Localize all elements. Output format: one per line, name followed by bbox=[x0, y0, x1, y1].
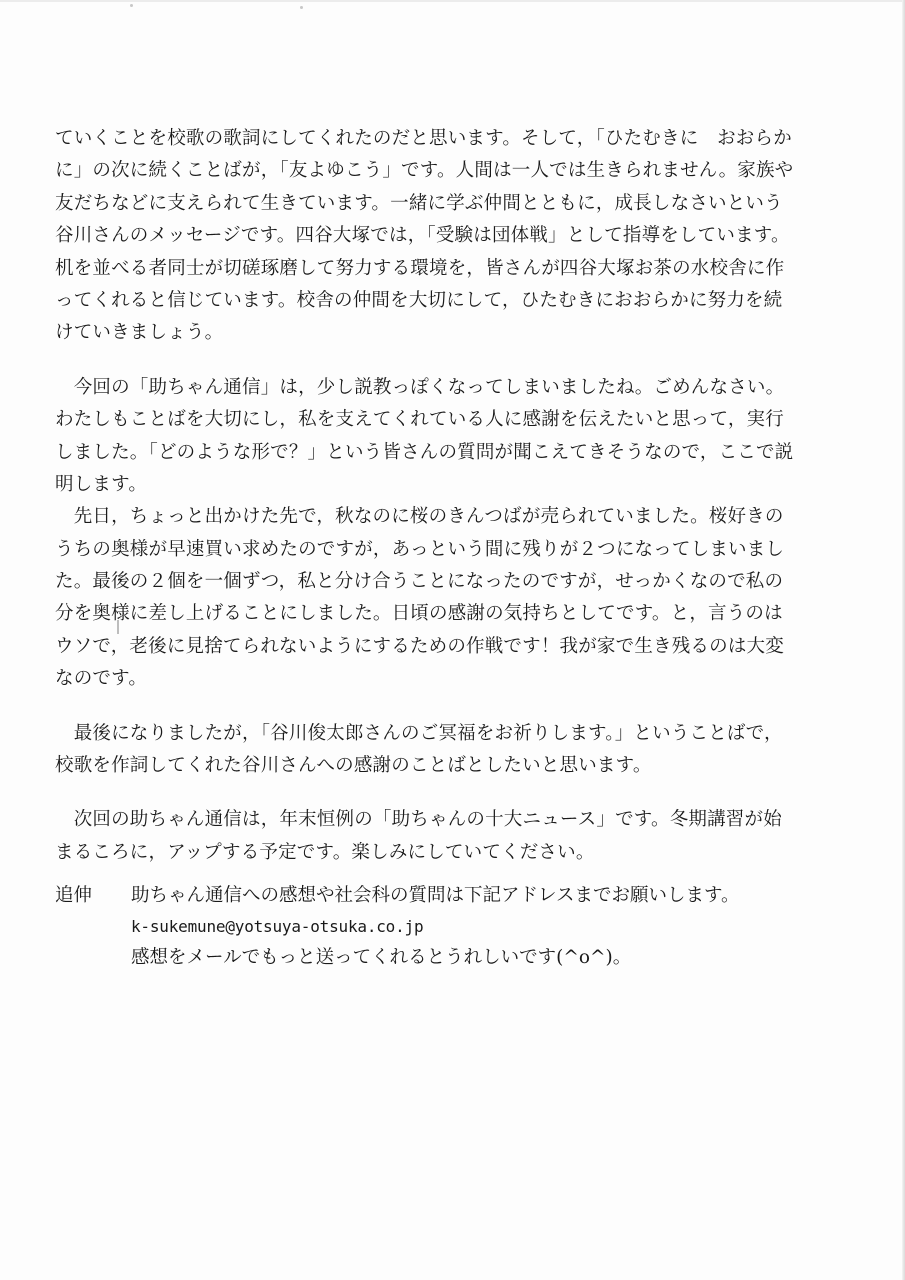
text-line: た。最後の２個を一個ずつ，私と分け合うことになったのですが，せっかくなので私の bbox=[55, 571, 784, 593]
text-line: 最後になりましたが，「谷川俊太郎さんのご冥福をお祈りします。」ということばで， bbox=[55, 722, 783, 744]
letter-body bbox=[55, 123, 855, 869]
postscript-body bbox=[131, 880, 739, 973]
postscript-closing: 感想をメールでもっと送ってくれるとうれしいです(^o^)。 bbox=[131, 947, 632, 968]
postscript-request: 助ちゃん通信への感想や社会科の質問は下記アドレスまでお願いします。 bbox=[131, 885, 740, 906]
text-line: なのです。 bbox=[55, 668, 148, 690]
paragraph-condolence bbox=[55, 718, 855, 783]
text-line: 友だちなどに支えられて生きています。一緒に学ぶ仲間とともに，成長しなさいという bbox=[55, 192, 783, 214]
paragraph-next-issue bbox=[55, 804, 855, 869]
text-line: 明します。 bbox=[55, 473, 148, 495]
paragraph-school-song bbox=[55, 123, 855, 350]
scan-artifact-dot bbox=[300, 6, 303, 9]
contact-email: k-sukemune@yotsuya-otsuka.co.jp bbox=[131, 917, 424, 936]
paragraph-gratitude-story bbox=[55, 372, 855, 696]
text-line: 先日，ちょっと出かけた先で，秋なのに桜のきんつばが売られていました。桜好きの bbox=[55, 506, 784, 528]
text-line: 次回の助ちゃん通信は，年末恒例の「助ちゃんの十大ニュース」です。冬期講習が始 bbox=[55, 809, 782, 831]
text-line: けていきましょう。 bbox=[55, 322, 224, 344]
text-line: わたしもことばを大切にし，私を支えてくれている人に感謝を伝えたいと思って，実行 bbox=[55, 409, 784, 431]
text-line: ってくれると信じています。校舎の仲間を大切にして，ひたむきにおおらかに努力を続 bbox=[55, 289, 783, 311]
scan-edge-top bbox=[0, 0, 905, 2]
text-line: に」の次に続くことばが，「友よゆこう」です。人間は一人では生きられません。家族や bbox=[55, 160, 794, 182]
text-line: 校歌を作詞してくれた谷川さんへの感謝のことばとしたいと思います。 bbox=[55, 755, 652, 777]
paragraph-gap bbox=[55, 782, 855, 804]
text-line: しました。「どのような形で？」という皆さんの質問が聞こえてきそうなので，ここで説 bbox=[55, 441, 794, 463]
text-line: 谷川さんのメッセージです。四谷大塚では，「受験は団体戦」として指導をしています。 bbox=[55, 225, 790, 247]
paragraph-gap bbox=[55, 350, 855, 372]
scan-artifact-dot bbox=[130, 4, 133, 7]
text-line: ていくことを校歌の歌詞にしてくれたのだと思います。そして，「ひたむきに おおらか bbox=[55, 128, 792, 149]
paragraph-gap bbox=[55, 696, 855, 718]
text-line: ウソで，老後に見捨てられないようにするための作戦です！我が家で生き残るのは大変 bbox=[55, 635, 784, 657]
text-line: うちの奥様が早速買い求めたのですが，あっという間に残りが２つになってしまいまし bbox=[55, 538, 785, 560]
text-line: 今回の「助ちゃん通信」は，少し説教っぽくなってしまいましたね。ごめんなさい。 bbox=[55, 376, 785, 398]
text-line: 分を奥様に差し上げることにしました。日頃の感謝の気持ちとしてです。と，言うのは bbox=[55, 603, 783, 625]
postscript-label: 追伸 bbox=[55, 885, 93, 906]
text-line: まるころに，アップする予定です。楽しみにしていてください。 bbox=[55, 841, 595, 863]
text-line: 机を並べる者同士が切磋琢磨して努力する環境を，皆さんが四谷大塚お茶の水校舎に作 bbox=[55, 257, 785, 279]
